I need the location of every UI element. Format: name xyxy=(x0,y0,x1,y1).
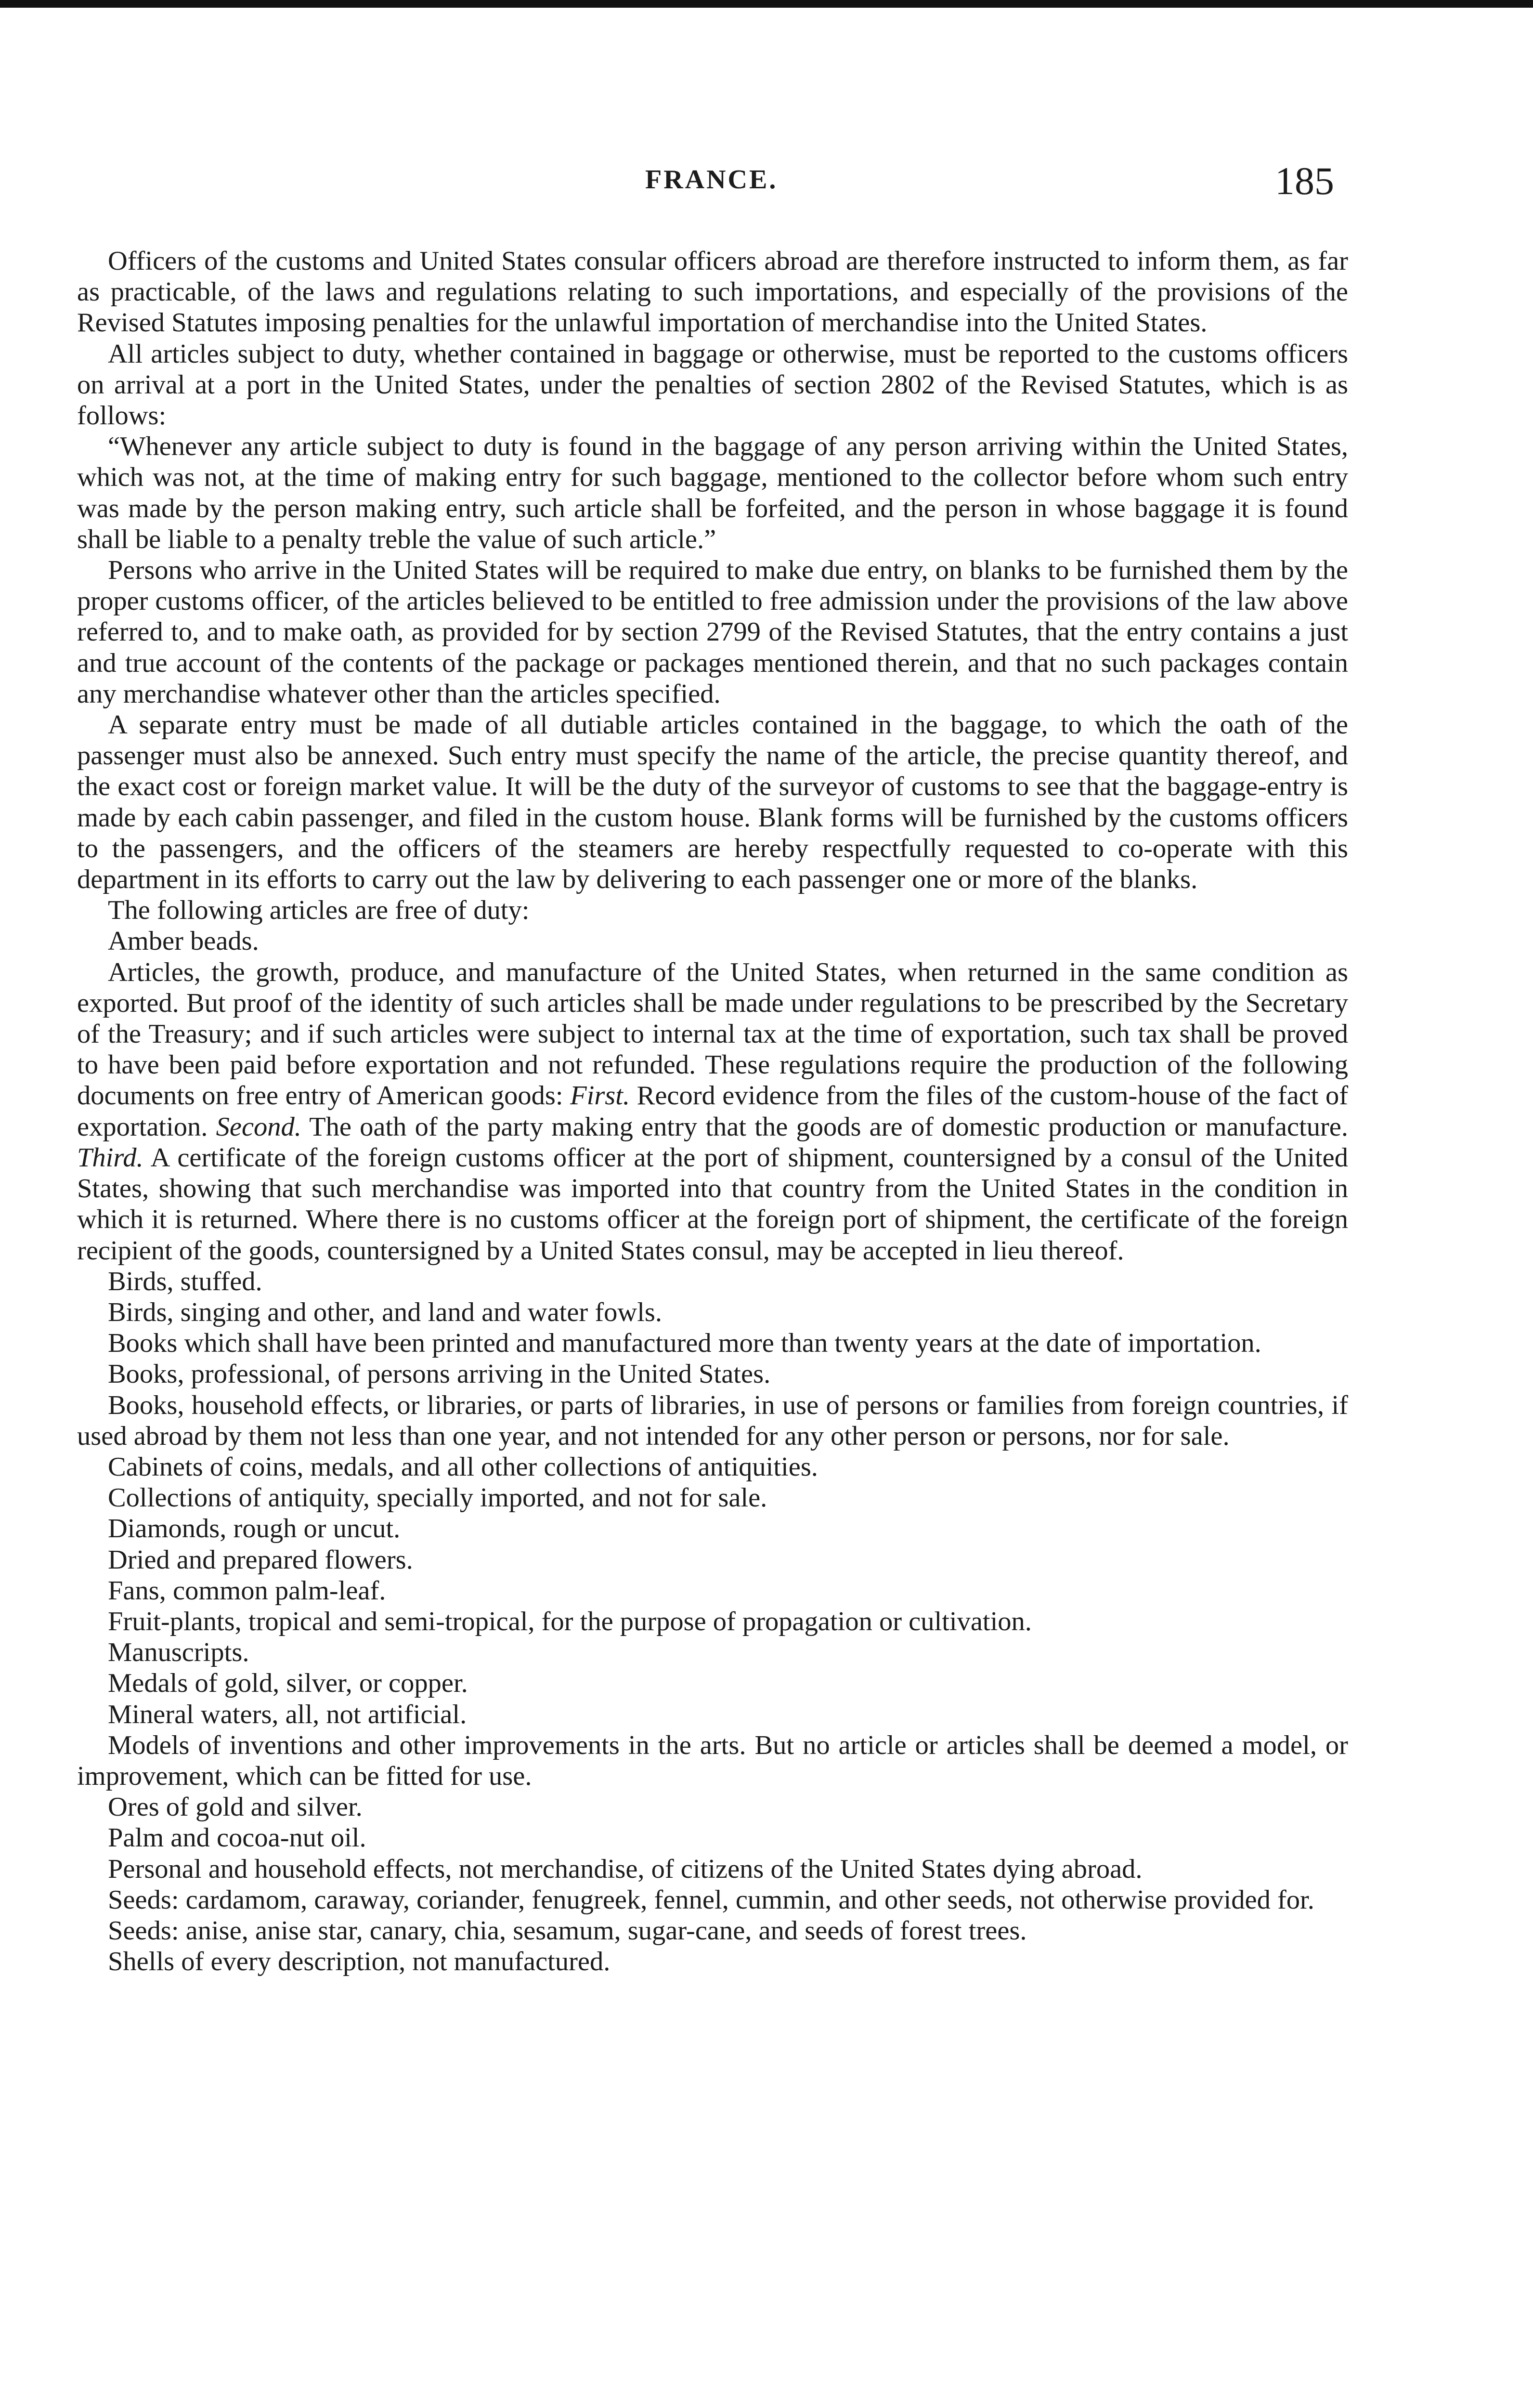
second-label: Second. xyxy=(216,1112,301,1142)
free-item: Shells of every description, not manufactured. xyxy=(108,1947,611,1977)
free-item: Medals of gold, silver, or copper. xyxy=(108,1668,468,1699)
free-item: Models of inventions and other improvements in the arts. But no article or articles shall be deemed a model, or improvement, which can be fitted for use. xyxy=(77,1730,1348,1791)
free-item: Collections of antiquity, specially imported, and not for sale. xyxy=(108,1483,767,1513)
body-text xyxy=(77,246,1348,1977)
free-item: Fruit-plants, tropical and semi-tropical, for the purpose of propagation or cultivation. xyxy=(108,1606,1032,1636)
third-label: Third. xyxy=(77,1142,143,1173)
free-item: Books, professional, of persons arriving in the United States. xyxy=(108,1359,771,1389)
free-item: Palm and cocoa-nut oil. xyxy=(108,1823,366,1853)
first-label: First. xyxy=(570,1081,630,1111)
free-item: Mineral waters, all, not artificial. xyxy=(108,1699,467,1729)
free-item: Ores of gold and silver. xyxy=(108,1792,363,1822)
running-title: FRANCE. xyxy=(645,165,778,195)
paragraph: Persons who arrive in the United States will be required to make due entry, on blanks to be furnished them by the proper customs officer, of the articles believed to be entitled to free admission under the provisions of the law above referred to, and to make oath, as provided for by section 2799 of the Revised Statutes, that the entry contains a just and true account of the contents of the package or packages mentioned therein, and that no such packages contain any merchandise whatever other than the articles specified. xyxy=(77,555,1348,709)
free-item: Dried and prepared flowers. xyxy=(108,1544,413,1575)
free-item: Diamonds, rough or uncut. xyxy=(108,1514,401,1544)
free-item: Books which shall have been printed and manufactured more than twenty years at the date of importation. xyxy=(108,1328,1261,1359)
second-requirement: The oath of the party making entry that the goods are of domestic production or manufacture. xyxy=(309,1112,1348,1142)
free-item: Cabinets of coins, medals, and all other collections of antiquities. xyxy=(108,1452,818,1482)
free-item: Seeds: cardamom, caraway, coriander, fenugreek, fennel, cummin, and other seeds, not otherwise provided for. xyxy=(108,1885,1314,1915)
free-item: Manuscripts. xyxy=(108,1637,249,1668)
paragraph: A separate entry must be made of all dutiable articles contained in the baggage, to which the oath of the passenger must also be annexed. Such entry must specify the name of the article, the precise quantity thereof, and the exact cost or foreign market value. It will be the duty of the surveyor of customs to see that the baggage-entry is made by each cabin passenger, and filed in the custom house. Blank forms will be furnished by the customs officers to the passengers, and the officers of the steamers are hereby respectfully requested to co-operate with this department in its efforts to carry out the law by delivering to each passenger one or more of the blanks. xyxy=(77,710,1348,895)
american-goods-intro: Articles, the growth, produce, and manufacture of the United States, when returned in the same condition as exported. But proof of the identity of such articles shall be made under regulations to be prescribed by the Secretary of the Treasury; and if such articles were subject to internal tax at the time of exportation, such tax shall be proved to have been paid before exportation and not refunded. These regulations require the production of the following documents on free entry of American goods: xyxy=(77,957,1348,1111)
page-number: 185 xyxy=(1275,159,1334,203)
free-item: Seeds: anise, anise star, canary, chia, sesamum, sugar-cane, and seeds of forest trees. xyxy=(108,1915,1027,1946)
free-item: Fans, common palm-leaf. xyxy=(108,1575,386,1606)
third-requirement: A certificate of the foreign customs officer at the port of shipment, countersigned by a consul of the United States, showing that such merchandise was imported into that country from the United States in the condition in which it is returned. Where there is no customs officer at the foreign port of shipment, the certificate of the foreign recipient of the goods, countersigned by a United States consul, may be accepted in lieu thereof. xyxy=(77,1142,1348,1266)
paragraph: Officers of the customs and United States consular officers abroad are therefore instructed to inform them, as far as practicable, of the laws and regulations relating to such importations, and especially of the provisions of the Revised Statutes imposing penalties for the unlawful importation of merchandise into the United States. xyxy=(77,246,1348,338)
free-item: Personal and household effects, not merchandise, of citizens of the United States dying abroad. xyxy=(108,1854,1143,1884)
free-item: Birds, singing and other, and land and water fowls. xyxy=(108,1297,663,1327)
free-item: Birds, stuffed. xyxy=(108,1266,262,1296)
free-item: Amber beads. xyxy=(108,926,259,956)
first-requirement: Record evidence from the files of the custom-house of the fact of exportation. xyxy=(77,1081,1349,1142)
american-goods-paragraph xyxy=(77,957,1348,1266)
free-list-heading: The following articles are free of duty: xyxy=(108,895,530,926)
paragraph: All articles subject to duty, whether contained in baggage or otherwise, must be reported to the customs officers on arrival at a port in the United States, under the penalties of section 2802 of the Revised Statutes, which is as follows: xyxy=(77,339,1348,431)
quoted-statute: “Whenever any article subject to duty is found in the baggage of any person arriving within the United States, which was not, at the time of making entry for such baggage, mentioned to the collector before whom such entry was made by the person making entry, such article shall be forfeited, and the person in whose baggage it is found shall be liable to a penalty treble the value of such article.” xyxy=(77,432,1348,554)
free-item: Books, household effects, or libraries, or parts of libraries, in use of persons or families from foreign countries, if used abroad by them not less than one year, and not intended for any other person or persons, nor for sale. xyxy=(77,1390,1348,1451)
top-border-rule xyxy=(0,0,1533,8)
